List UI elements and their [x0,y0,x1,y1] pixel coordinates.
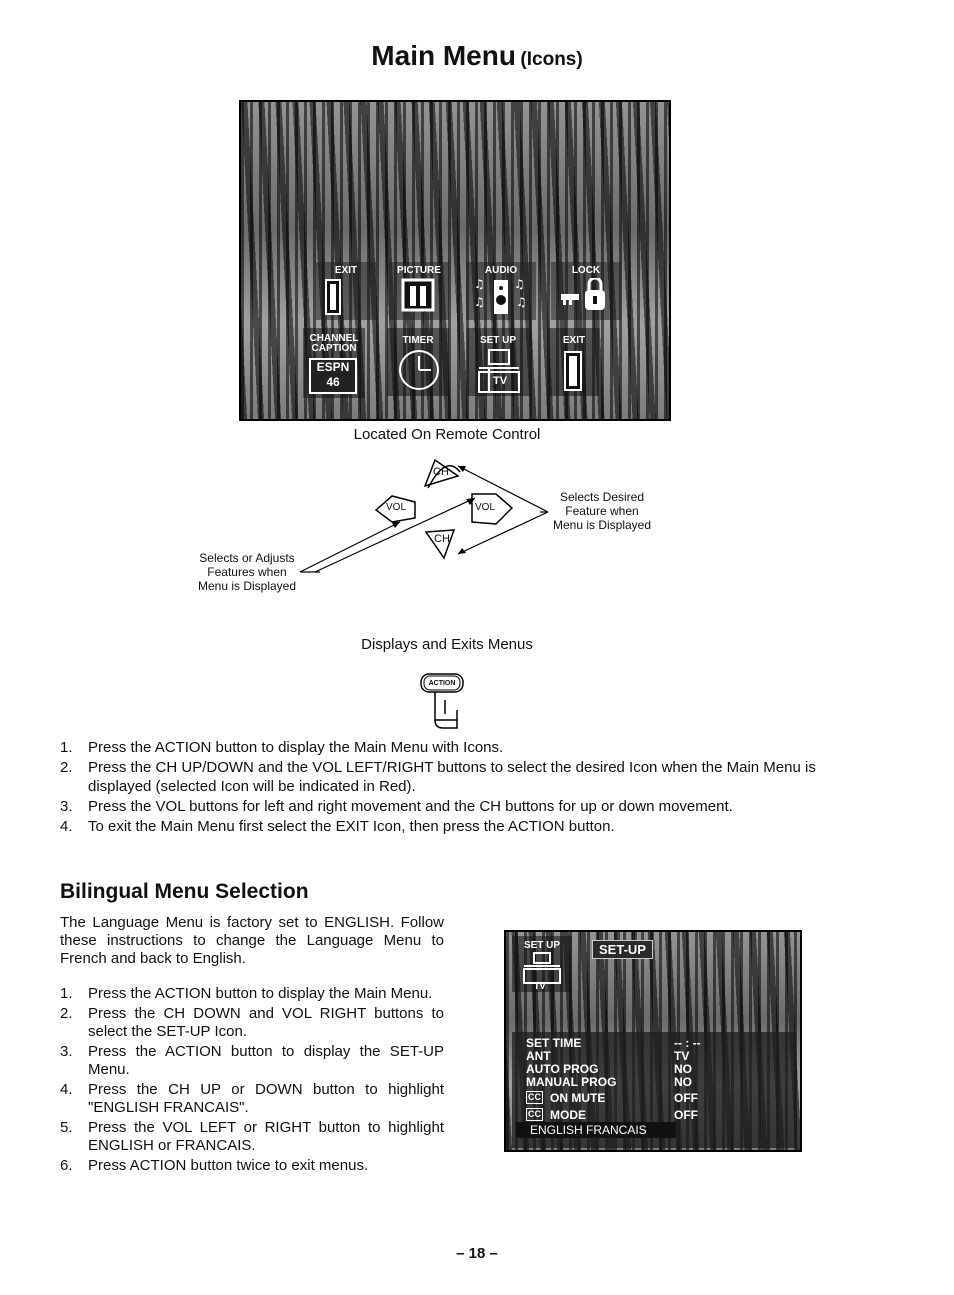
svg-text:♫: ♫ [514,277,525,291]
action-caption: Displays and Exits Menus [361,636,533,653]
svg-text:♫: ♫ [474,277,485,291]
bilingual-steps [60,985,444,1177]
title-sub: (Icons) [520,49,583,70]
page-number: – 18 – [456,1245,498,1262]
list-item: 1. Press the ACTION button to display the Main Menu. [60,985,433,1002]
left-note-line-1: Selects or Adjusts [199,551,295,565]
setup-icon-tile [512,936,572,992]
list-item: 5. Press the VOL LEFT or RIGHT button to highlight ENGLISH or FRANCAIS. [60,1119,444,1154]
vol-left-label: VOL [386,502,407,513]
list-item: 3. Press the ACTION button to display the SET-UP Menu. [60,1043,444,1078]
bilingual-heading: Bilingual Menu Selection [60,880,309,903]
list-item: 2. Press the CH UP/DOWN and the VOL LEFT/RIGHT buttons to select the desired Icon when the Main Menu is displayed (selected Icon will be indicated in Red). [60,759,816,795]
channel-caption-label-2: CAPTION [311,343,357,354]
picture-tile [389,262,449,320]
channel-caption-tile [303,328,365,398]
menu-row-auto-prog: AUTO PROG NO [526,1062,692,1076]
left-note-line-2: Features when [207,565,287,579]
channel-caption-icon [309,358,357,394]
bilingual-intro: The Language Menu is factory set to ENGLISH. Follow these instructions to change the Language Menu to French and back to English. [60,914,444,967]
lock-icon [559,278,613,316]
svg-text:♫: ♫ [474,295,485,309]
tv-badge: TV [534,981,546,991]
list-item: 3. Press the VOL buttons for left and right movement and the CH buttons for up or down movement. [60,798,733,815]
clock-icon [397,348,441,392]
left-note-line-3: Menu is Displayed [197,579,297,593]
picture-icon [401,278,437,316]
exit-icon [324,278,354,316]
menu-row-set-time: SET TIME -- : -- [526,1036,701,1050]
audio-label: AUDIO [484,265,518,276]
left-note [194,551,300,593]
lock-label: LOCK [571,265,601,276]
channel-caption-label-1: CHANNEL [309,333,359,344]
title-main: Main Menu [371,40,516,71]
cc-icon: CC [528,1109,541,1119]
list-item: 4. Press the CH UP or DOWN button to highlight "ENGLISH FRANCAIS". [60,1081,444,1116]
list-item: 4. To exit the Main Menu first select the EXIT Icon, then press the ACTION button. [60,818,615,835]
menu-row-on-mute: CC ON MUTE OFF [528,1091,698,1105]
setup-icon-label: SET UP [523,940,561,951]
list-item: 6. Press ACTION button twice to exit menus. [60,1157,369,1174]
remote-caption: Located On Remote Control [353,426,541,443]
channel-number: 46 [326,375,340,389]
lock-tile [551,262,621,320]
menu-row-ant: ANT TV [526,1049,690,1063]
action-button-illustration [417,670,467,732]
exit-icon [563,350,587,392]
list-item: 1. Press the ACTION button to display the Main Menu with Icons. [60,739,504,756]
menu-row-language: ENGLISH FRANCAIS [516,1122,676,1138]
exit-label-2: EXIT [562,335,586,346]
menu-row-mode: CC MODE OFF [528,1108,698,1122]
setup-tile [467,328,529,396]
picture-label: PICTURE [397,265,441,276]
setup-label: SET UP [479,335,517,346]
list-item: 2. Press the CH DOWN and VOL RIGHT buttons to select the SET-UP Icon. [60,1005,444,1040]
action-label: ACTION [428,680,456,687]
timer-tile [387,328,449,396]
exit-tile [316,262,376,320]
cc-icon: CC [528,1092,541,1102]
setup-menu-screen [504,930,802,1152]
timer-label: TIMER [402,335,434,346]
ch-down-label: CH [434,533,450,545]
menu-row-manual-prog: MANUAL PROG NO [526,1075,692,1089]
exit-label: EXIT [334,265,358,276]
page-title [0,40,954,72]
tv-badge: TV [493,375,508,387]
main-menu-steps [60,738,860,837]
ch-up-label: CH [433,466,449,478]
espn-text: ESPN [316,360,350,374]
setup-icon [477,348,521,394]
audio-icon [472,276,532,318]
exit-tile-2 [549,328,599,396]
right-note-line-3: Menu is Displayed [552,518,652,532]
right-note [550,490,654,532]
setup-title: SET-UP [592,940,653,959]
main-menu-screen [239,100,671,421]
setup-icon [522,952,562,984]
vol-right-label: VOL [475,502,496,513]
audio-tile [466,262,536,320]
right-note-line-1: Selects Desired [559,490,645,504]
svg-text:♫: ♫ [516,295,527,309]
right-note-line-2: Feature when [565,504,639,518]
